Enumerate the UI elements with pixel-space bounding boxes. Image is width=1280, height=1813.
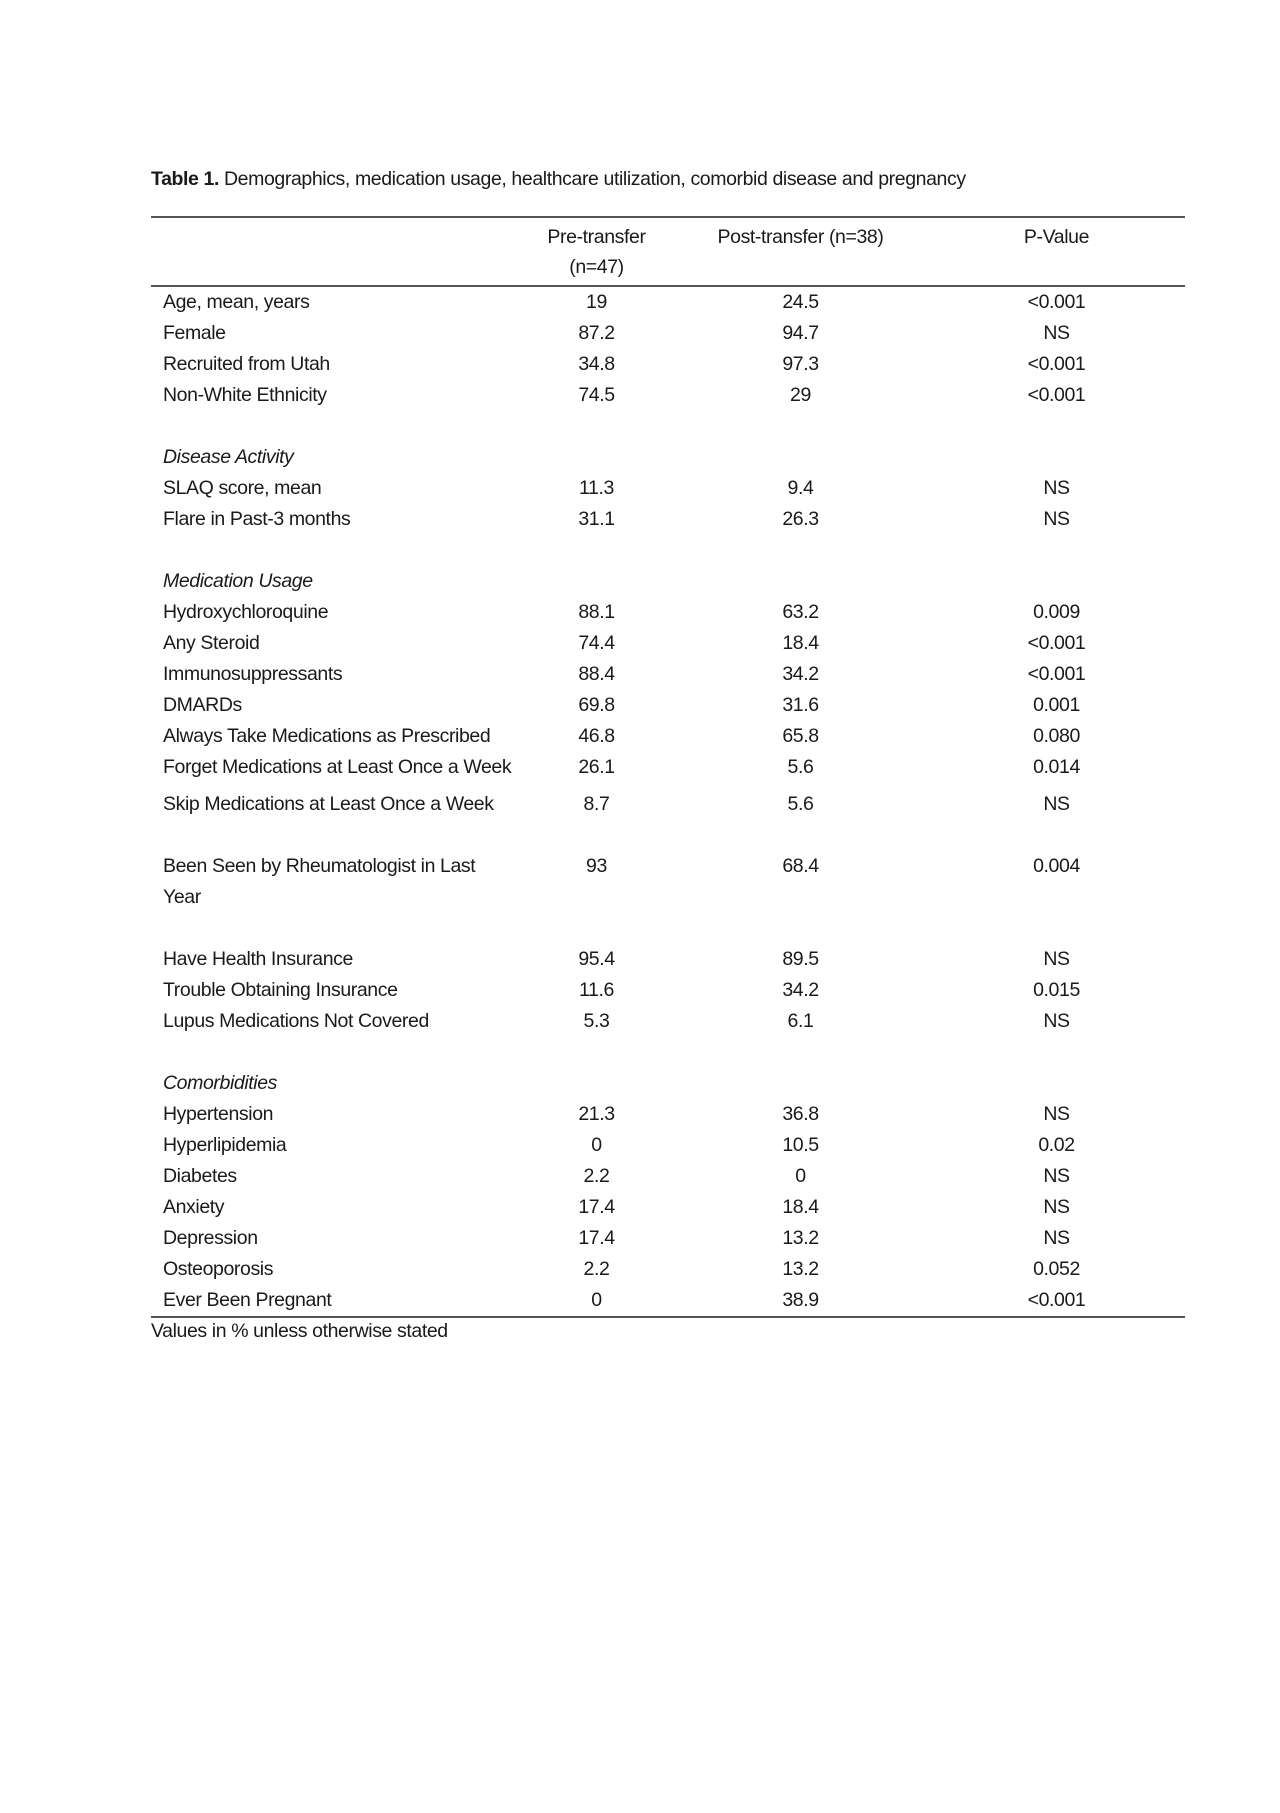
table-row bbox=[151, 597, 1185, 628]
p-value: NS bbox=[1043, 508, 1070, 530]
post-transfer-value: 13.2 bbox=[782, 1258, 819, 1280]
table-row bbox=[151, 473, 1185, 504]
table-row bbox=[151, 944, 1185, 975]
pre-transfer-value: 95.4 bbox=[578, 948, 615, 970]
table-row bbox=[151, 1161, 1185, 1192]
pre-transfer-value: 19 bbox=[586, 291, 607, 313]
data-table bbox=[151, 216, 1185, 1318]
section-title: Disease Activity bbox=[163, 446, 294, 468]
row-label: Hypertension bbox=[163, 1103, 274, 1125]
row-label: SLAQ score, mean bbox=[163, 477, 322, 499]
row-label: Hydroxychloroquine bbox=[163, 601, 329, 623]
pre-transfer-value: 17.4 bbox=[578, 1227, 615, 1249]
table-row bbox=[151, 659, 1185, 690]
p-value: NS bbox=[1043, 1227, 1070, 1249]
header-pre-transfer: Pre-transfer (n=47) bbox=[547, 226, 646, 278]
row-label: Diabetes bbox=[163, 1165, 237, 1187]
row-label: Ever Been Pregnant bbox=[163, 1289, 332, 1311]
pre-transfer-value: 31.1 bbox=[578, 508, 615, 530]
post-transfer-value: 0 bbox=[795, 1165, 806, 1187]
p-value: 0.014 bbox=[1033, 756, 1080, 778]
table-row bbox=[151, 318, 1185, 349]
table-row bbox=[151, 380, 1185, 411]
p-value: 0.052 bbox=[1033, 1258, 1080, 1280]
p-value: NS bbox=[1043, 793, 1070, 815]
row-label: Osteoporosis bbox=[163, 1258, 274, 1280]
p-value: 0.004 bbox=[1033, 855, 1080, 877]
spacer-cell bbox=[151, 1037, 1185, 1068]
pre-transfer-value: 11.6 bbox=[579, 979, 614, 1001]
row-label: Skip Medications at Least Once a Week bbox=[163, 793, 494, 815]
pre-transfer-value: 21.3 bbox=[578, 1103, 615, 1125]
post-transfer-value: 13.2 bbox=[782, 1227, 819, 1249]
pre-transfer-value: 93 bbox=[586, 855, 607, 877]
table-row bbox=[151, 1192, 1185, 1223]
row-label: Female bbox=[163, 322, 226, 344]
table-row bbox=[151, 286, 1185, 318]
post-transfer-value: 26.3 bbox=[782, 508, 819, 530]
table-row bbox=[151, 783, 1185, 820]
pre-transfer-value: 74.4 bbox=[578, 632, 615, 654]
pre-transfer-value: 88.1 bbox=[578, 601, 615, 623]
spacer-row bbox=[151, 1037, 1185, 1068]
post-transfer-value: 31.6 bbox=[782, 694, 819, 716]
table-row bbox=[151, 628, 1185, 659]
pre-transfer-value: 46.8 bbox=[578, 725, 615, 747]
post-transfer-value: 6.1 bbox=[787, 1010, 814, 1032]
row-label: DMARDs bbox=[163, 694, 242, 716]
spacer-cell bbox=[151, 820, 1185, 851]
p-value: NS bbox=[1043, 322, 1070, 344]
header-post-transfer: Post-transfer (n=38) bbox=[717, 226, 884, 248]
post-transfer-value: 24.5 bbox=[782, 291, 819, 313]
post-transfer-value: 34.2 bbox=[782, 663, 819, 685]
p-value: 0.009 bbox=[1033, 601, 1080, 623]
post-transfer-value: 5.6 bbox=[787, 756, 814, 778]
table-number: Table 1. bbox=[151, 168, 219, 190]
table-row bbox=[151, 721, 1185, 752]
table-row bbox=[151, 851, 1185, 913]
row-label: Immunosuppressants bbox=[163, 663, 343, 685]
table-caption bbox=[151, 168, 966, 191]
p-value: 0.080 bbox=[1033, 725, 1080, 747]
pre-transfer-value: 0 bbox=[591, 1134, 602, 1156]
pre-transfer-value: 69.8 bbox=[578, 694, 615, 716]
table-row bbox=[151, 1254, 1185, 1285]
p-value: <0.001 bbox=[1027, 632, 1086, 654]
row-label: Forget Medications at Least Once a Week bbox=[163, 756, 512, 778]
post-transfer-value: 9.4 bbox=[787, 477, 814, 499]
row-label: Recruited from Utah bbox=[163, 353, 330, 375]
table-row bbox=[151, 690, 1185, 721]
p-value: <0.001 bbox=[1027, 353, 1086, 375]
post-transfer-value: 94.7 bbox=[782, 322, 819, 344]
pre-transfer-value: 2.2 bbox=[583, 1258, 610, 1280]
post-transfer-value: 34.2 bbox=[782, 979, 819, 1001]
row-label: Have Health Insurance bbox=[163, 948, 353, 970]
p-value: NS bbox=[1043, 1196, 1070, 1218]
table-row bbox=[151, 1006, 1185, 1037]
spacer-row bbox=[151, 411, 1185, 442]
spacer-cell bbox=[151, 913, 1185, 944]
header-row bbox=[151, 217, 1185, 286]
p-value: NS bbox=[1043, 1165, 1070, 1187]
p-value: <0.001 bbox=[1027, 663, 1086, 685]
p-value: <0.001 bbox=[1027, 384, 1086, 406]
post-transfer-value: 65.8 bbox=[782, 725, 819, 747]
row-label: Depression bbox=[163, 1227, 258, 1249]
p-value: NS bbox=[1043, 1010, 1070, 1032]
pre-transfer-value: 5.3 bbox=[583, 1010, 610, 1032]
post-transfer-value: 18.4 bbox=[782, 632, 819, 654]
p-value: 0.015 bbox=[1033, 979, 1080, 1001]
table-row bbox=[151, 349, 1185, 380]
table-row bbox=[151, 1223, 1185, 1254]
header-p-value: P-Value bbox=[1023, 226, 1090, 248]
section-header-row bbox=[151, 1068, 1185, 1099]
section-title: Medication Usage bbox=[163, 570, 313, 592]
row-label: Non-White Ethnicity bbox=[163, 384, 327, 406]
post-transfer-value: 5.6 bbox=[787, 793, 814, 815]
table-title: Demographics, medication usage, healthcare utilization, comorbid disease and pregnancy bbox=[218, 168, 966, 190]
pre-transfer-value: 2.2 bbox=[583, 1165, 610, 1187]
header-label bbox=[151, 217, 520, 286]
pre-transfer-value: 8.7 bbox=[583, 793, 610, 815]
post-transfer-value: 29 bbox=[790, 384, 811, 406]
post-transfer-value: 63.2 bbox=[782, 601, 819, 623]
p-value: 0.02 bbox=[1038, 1134, 1075, 1156]
table-row bbox=[151, 1099, 1185, 1130]
row-label: Age, mean, years bbox=[163, 291, 310, 313]
pre-transfer-value: 87.2 bbox=[578, 322, 615, 344]
table-row bbox=[151, 752, 1185, 783]
p-value: NS bbox=[1043, 1103, 1070, 1125]
table-row bbox=[151, 1130, 1185, 1161]
p-value: NS bbox=[1043, 477, 1070, 499]
table-row bbox=[151, 975, 1185, 1006]
pre-transfer-value: 26.1 bbox=[578, 756, 615, 778]
spacer-row bbox=[151, 535, 1185, 566]
spacer-cell bbox=[151, 411, 1185, 442]
pre-transfer-value: 11.3 bbox=[579, 477, 614, 499]
pre-transfer-value: 74.5 bbox=[578, 384, 615, 406]
p-value: <0.001 bbox=[1027, 1289, 1086, 1311]
spacer-row bbox=[151, 913, 1185, 944]
p-value: NS bbox=[1043, 948, 1070, 970]
row-label: Anxiety bbox=[163, 1196, 225, 1218]
post-transfer-value: 68.4 bbox=[782, 855, 819, 877]
post-transfer-value: 89.5 bbox=[782, 948, 819, 970]
row-label: Been Seen by Rheumatologist in Last Year bbox=[163, 855, 476, 908]
pre-transfer-value: 88.4 bbox=[578, 663, 615, 685]
row-label: Flare in Past-3 months bbox=[163, 508, 351, 530]
table-footnote: Values in % unless otherwise stated bbox=[151, 1320, 448, 1342]
pre-transfer-value: 0 bbox=[591, 1289, 602, 1311]
table-row bbox=[151, 1285, 1185, 1317]
post-transfer-value: 36.8 bbox=[782, 1103, 819, 1125]
row-label: Hyperlipidemia bbox=[163, 1134, 287, 1156]
table-row bbox=[151, 504, 1185, 535]
section-header-row bbox=[151, 566, 1185, 597]
p-value: <0.001 bbox=[1027, 291, 1086, 313]
post-transfer-value: 18.4 bbox=[782, 1196, 819, 1218]
section-header-row bbox=[151, 442, 1185, 473]
section-title: Comorbidities bbox=[163, 1072, 278, 1094]
spacer-row bbox=[151, 820, 1185, 851]
row-label: Lupus Medications Not Covered bbox=[163, 1010, 429, 1032]
post-transfer-value: 10.5 bbox=[782, 1134, 819, 1156]
spacer-cell bbox=[151, 535, 1185, 566]
row-label: Trouble Obtaining Insurance bbox=[163, 979, 398, 1001]
row-label: Any Steroid bbox=[163, 632, 260, 654]
post-transfer-value: 97.3 bbox=[782, 353, 819, 375]
post-transfer-value: 38.9 bbox=[782, 1289, 819, 1311]
row-label: Always Take Medications as Prescribed bbox=[163, 725, 491, 747]
p-value: 0.001 bbox=[1033, 694, 1080, 716]
pre-transfer-value: 17.4 bbox=[578, 1196, 615, 1218]
pre-transfer-value: 34.8 bbox=[578, 353, 615, 375]
